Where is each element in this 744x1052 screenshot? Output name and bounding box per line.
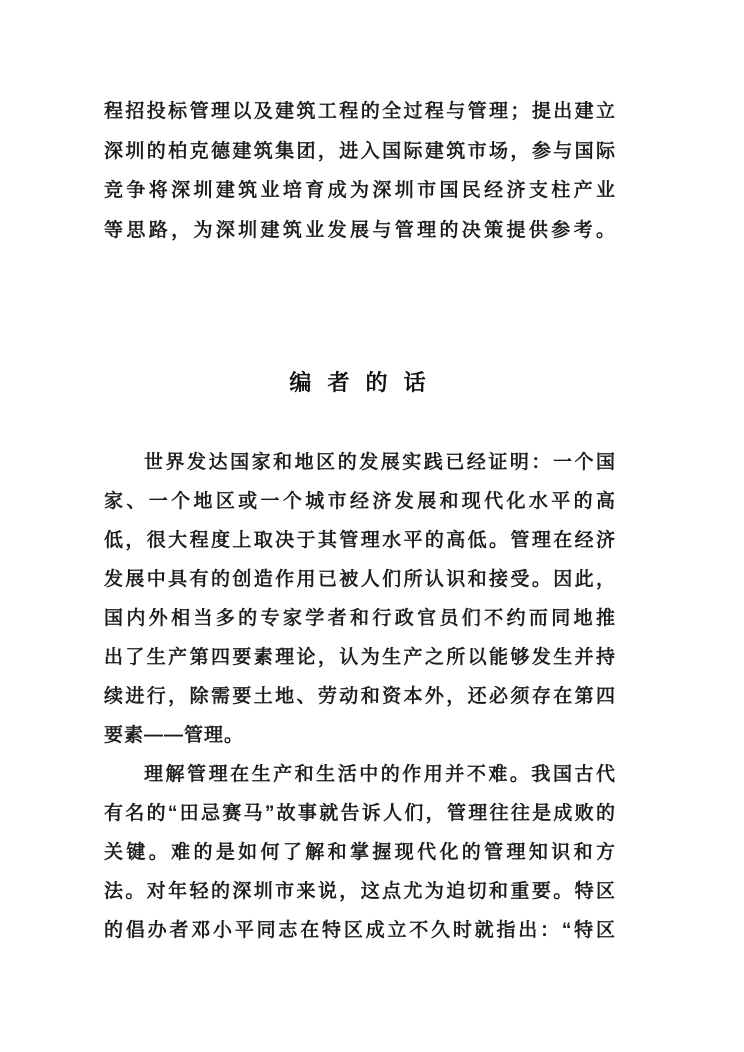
text-line: 低，很大程度上取决于其管理水平的高低。管理在经济 xyxy=(104,530,616,551)
text-line: 理解管理在生产和生活中的作用并不难。我国古代 xyxy=(144,764,616,785)
continuation-paragraph xyxy=(104,92,616,250)
text-line: 关键。难的是如何了解和掌握现代化的管理知识和方 xyxy=(104,842,616,863)
text-line: 世界发达国家和地区的发展实践已经证明：一个国 xyxy=(144,452,616,473)
text-line: 有名的“田忌赛马”故事就告诉人们，管理往往是成败的 xyxy=(104,803,616,824)
text-line: 等思路，为深圳建筑业发展与管理的决策提供参考。 xyxy=(104,219,616,241)
section-heading: 编 者 的 话 xyxy=(289,370,431,395)
text-line: 出了生产第四要素理论，认为生产之所以能够发生并持 xyxy=(104,647,616,668)
text-line: 续进行，除需要土地、劳动和资本外，还必须存在第四 xyxy=(104,686,616,707)
text-line: 的倡办者邓小平同志在特区成立不久时就指出：“特区 xyxy=(104,920,616,941)
text-line: 竞争将深圳建筑业培育成为深圳市国民经济支柱产业 xyxy=(104,180,616,201)
text-line: 国内外相当多的专家学者和行政官员们不约而同地推 xyxy=(104,608,616,629)
text-line: 要素——管理。 xyxy=(104,725,245,746)
text-line: 家、一个地区或一个城市经济发展和现代化水平的高 xyxy=(104,491,616,512)
editors-note-body xyxy=(104,443,616,950)
text-line: 程招投标管理以及建筑工程的全过程与管理；提出建立 xyxy=(104,101,616,122)
text-line: 深圳的柏克德建筑集团，进入国际建筑市场，参与国际 xyxy=(104,140,616,162)
text-line: 法。对年轻的深圳市来说，这点尤为迫切和重要。特区 xyxy=(104,881,616,902)
text-line: 发展中具有的创造作用已被人们所认识和接受。因此， xyxy=(104,569,616,590)
